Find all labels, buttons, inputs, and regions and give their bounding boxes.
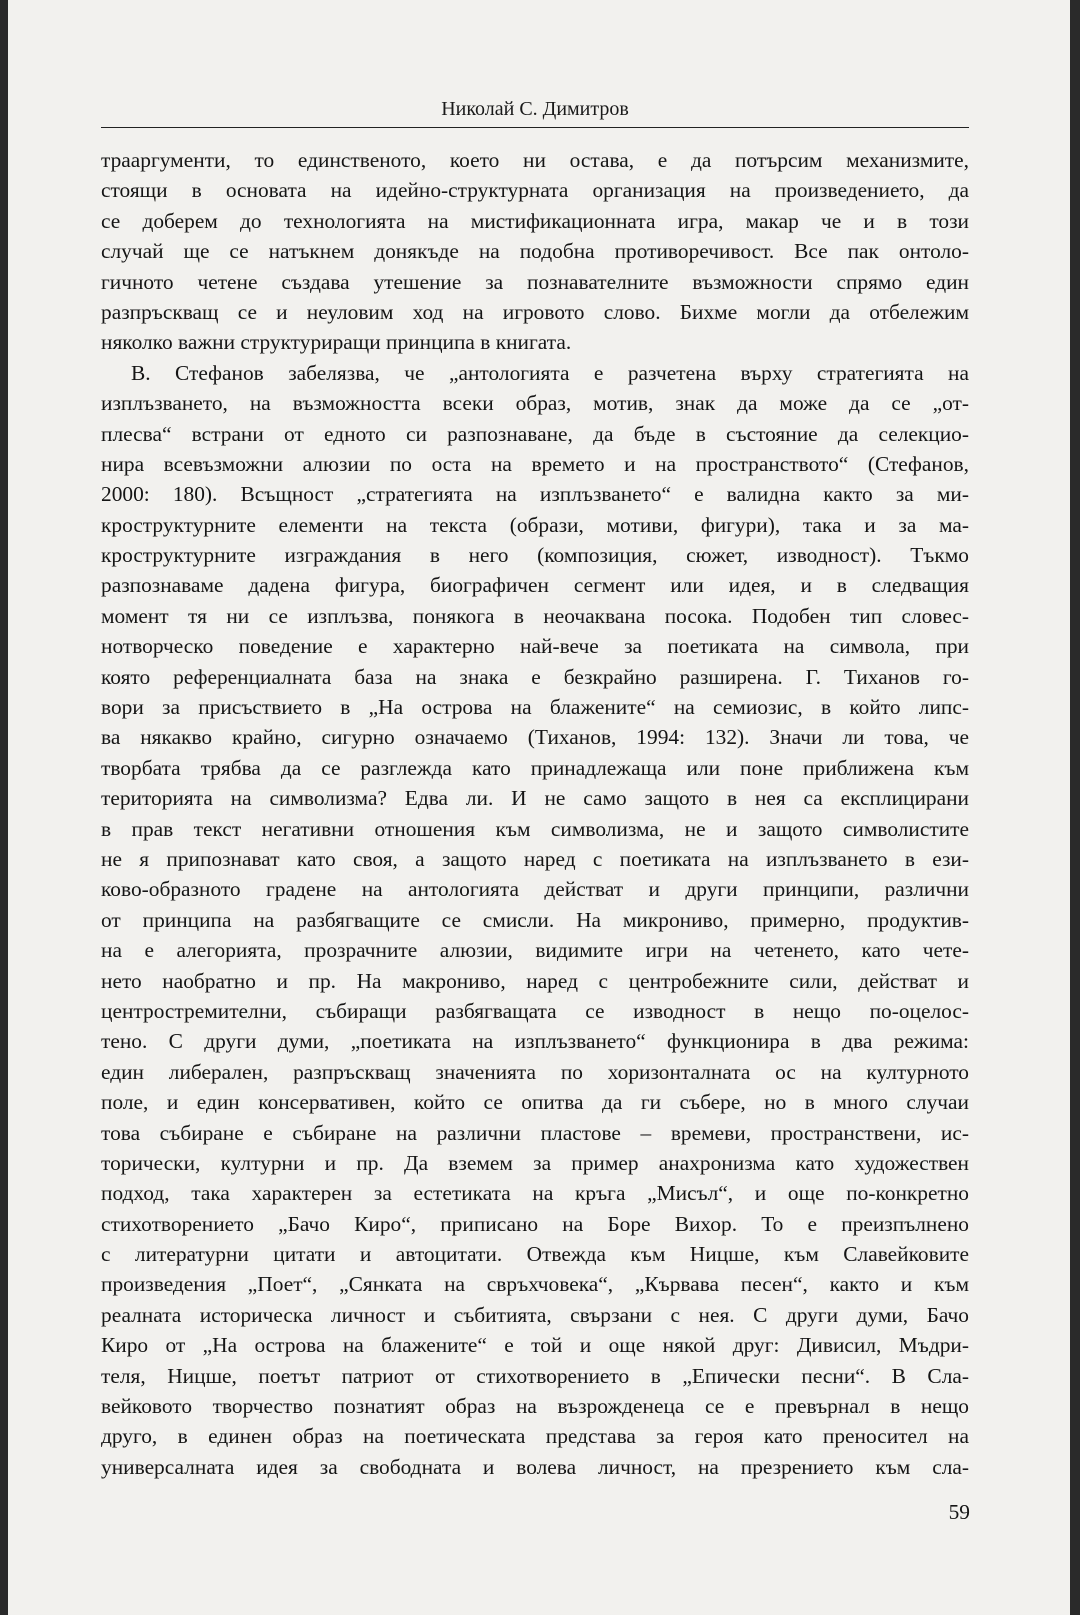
text-line: 2000: 180). Всъщност „стратегията на изплъзването“ е валидна както за ми- (101, 482, 969, 507)
text-line: ва някакво крайно, сигурно означаемо (Тиханов, 1994: 132). Значи ли това, че (101, 725, 969, 750)
text-line: поле, и един консервативен, който се опитва да ги събере, но в много случаи (101, 1090, 969, 1115)
text-line: в прав текст негативни отношения към символизма, не и защото символистите (101, 816, 969, 841)
text-line: друго, в единен образ на поетическата представа за героя като преносител на (101, 1424, 969, 1449)
text-line: В. Стефанов забелязва, че „антологията е разчетена върху стратегията на (131, 360, 969, 385)
text-line: гичното четене създава утешение за познавателните възможности спрямо един (101, 269, 969, 294)
text-line: трааргументи, то единственото, което ни остава, е да потърсим механизмите, (101, 148, 969, 172)
text-line: територията на символизма? Едва ли. И не само защото в нея са експлицирани (101, 786, 969, 811)
text-line: универсалната идея за свободната и волева личност, на презрението към сла- (101, 1454, 969, 1479)
text-line: от принципа на разбягващите се смисли. На микрониво, примерно, продуктив- (101, 907, 969, 932)
text-line: разпознаваме дадена фигура, биографичен сегмент или идея, и в следващия (101, 573, 969, 598)
text-line: тено. С други думи, „поетиката на изплъзването“ функционира в два режима: (101, 1029, 969, 1054)
text-line: подход, така характерен за естетиката на кръга „Мисъл“, и още по-конкретно (101, 1181, 969, 1206)
text-line: теля, Ницше, поетът патриот от стихотворението в „Епически песни“. В Сла- (101, 1363, 969, 1388)
text-line: нира всевъзможни алюзии по оста на времето и на пространството“ (Стефанов, (101, 451, 969, 476)
text-line: не я припознават като своя, а защото наред с поетиката на изплъзването в ези- (101, 846, 969, 871)
text-line: се доберем до технологията на мистификационната игра, макар че и в този (101, 208, 969, 233)
text-line: ково-образното градене на антологията действат и други принципи, различни (101, 877, 969, 902)
text-line: кроструктурните изграждания в него (композиция, сюжет, изводност). Тъкмо (101, 543, 969, 568)
text-line: произведения „Поет“, „Сянката на свръхчовека“, „Кървава песен“, както и към (101, 1272, 969, 1297)
text-line: стоящи в основата на идейно-структурната организация на произведението, да (101, 178, 969, 203)
text-line: случай ще се натъкнем донякъде на подобна противоречивост. Все пак онтоло- (101, 239, 969, 264)
text-line: торически, културни и пр. Да вземем за пример анахронизма като художествен (101, 1150, 969, 1175)
text-line: Киро от „На острова на блажените“ е той и още някой друг: Дивисил, Мъдри- (101, 1333, 969, 1358)
body-text (101, 145, 969, 1482)
text-line: момент тя ни се изплъзва, понякога в неочаквана посока. Подобен тип словес- (101, 603, 969, 628)
text-line: вори за присъствието в „На острова на блажените“ на семиозис, в който липс- (101, 695, 969, 720)
text-line: разпръскващ се и неуловим ход на игровото слово. Бихме могли да отбележим (101, 299, 969, 324)
text-line: плесва“ встрани от едното си разпознаване, да бъде в състояние да селекцио- (101, 421, 969, 446)
text-line: центростремителни, събиращи разбягващата се изводност в нещо по-оцелос- (101, 998, 969, 1023)
text-line: реалната историческа личност и събитията, свързани с нея. С други думи, Бачо (101, 1302, 969, 1327)
running-header: Николай С. Димитров (101, 98, 969, 128)
text-line: изплъзването, на възможността всеки образ, мотив, знак да може да се „от- (101, 391, 969, 416)
book-page (8, 0, 1070, 1615)
text-line: на е алегорията, прозрачните алюзии, видимите игри на четенето, като чете- (101, 938, 969, 963)
text-line: един либерален, разпръскващ значенията по хоризонталната ос на културното (101, 1059, 969, 1084)
text-line: кроструктурните елементи на текста (образи, мотиви, фигури), така и за ма- (101, 512, 969, 537)
text-line: стихотворението „Бачо Киро“, приписано на Боре Вихор. То е преизпълнено (101, 1211, 969, 1236)
text-line: която референциалната база на знака е безкрайно разширена. Г. Тиханов го- (101, 664, 969, 689)
text-line: с литературни цитати и автоцитати. Отвежда към Ницше, към Славейковите (101, 1242, 969, 1267)
page-number: 59 (948, 1500, 970, 1524)
text-line: това събиране е събиране на различни пластове – времеви, пространствени, ис- (101, 1120, 969, 1145)
text-line: нето наобратно и пр. На макрониво, наред с центробежните сили, действат и (101, 968, 969, 993)
text-line: творбата трябва да се разглежда като принадлежаща или поне приближена към (101, 755, 969, 780)
text-line: няколко важни структуриращи принципа в книгата. (101, 330, 572, 355)
text-line: вейковото творчество познатият образ на възрожденеца се е превърнал в нещо (101, 1394, 969, 1419)
text-line: нотворческо поведение е характерно най-вече за поетиката на символа, при (101, 634, 969, 659)
